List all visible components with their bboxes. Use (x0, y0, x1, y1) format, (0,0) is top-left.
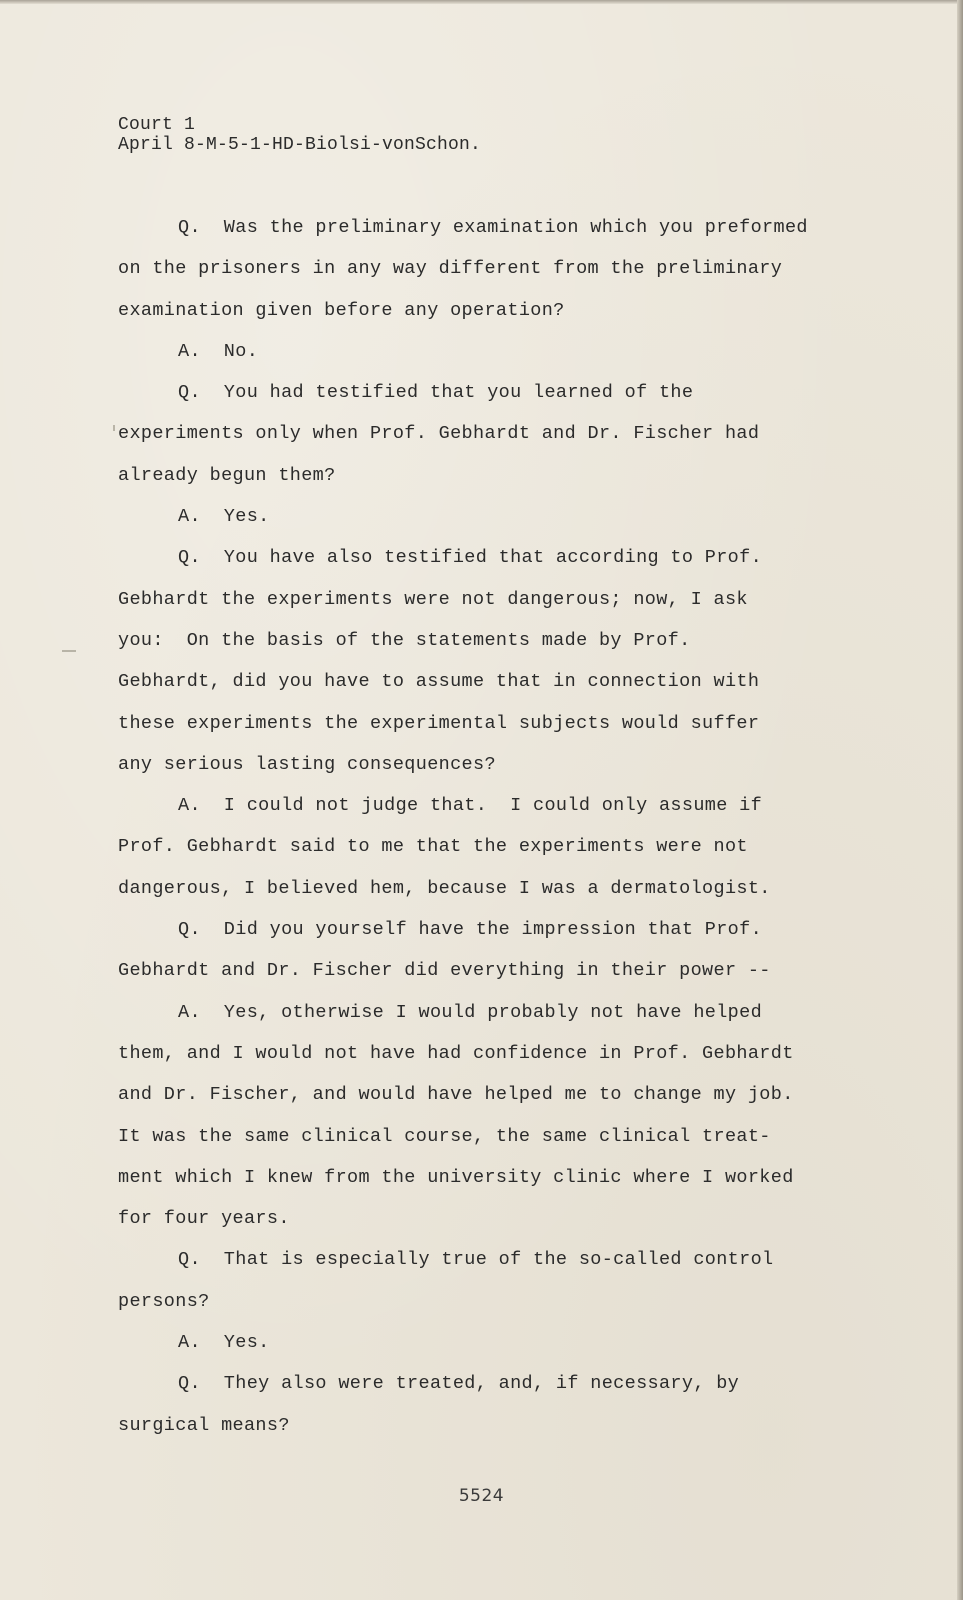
transcript-line: Gebhardt the experiments were not dangerous; now, I ask (118, 588, 748, 610)
transcript-line: Q. Was the preliminary examination which you preformed (178, 217, 808, 238)
transcript-line: Q. Did you yourself have the impression that Prof. (178, 919, 763, 941)
transcript-line: Q. They also were treated, and, if necessary, by (178, 1373, 740, 1395)
transcript-line: and Dr. Fischer, and would have helped me to change my job. (118, 1084, 794, 1106)
page-number: 5524 (458, 1486, 505, 1506)
scan-speck (62, 650, 76, 652)
transcript-line: Q. That is especially true of the so-called control (178, 1249, 774, 1271)
scan-top-edge (0, 0, 963, 4)
document-header (118, 115, 481, 155)
transcript-line: already begun them? (118, 464, 336, 486)
transcript-line: you: On the basis of the statements made by Prof. (118, 629, 691, 651)
transcript-line: for four years. (118, 1208, 290, 1230)
transcript-line: ment which I knew from the university clinic where I worked (118, 1166, 794, 1188)
transcript-line: dangerous, I believed hem, because I was a dermatologist. (118, 877, 771, 899)
transcript-line: A. No. (178, 340, 259, 362)
transcript-line: Gebhardt and Dr. Fischer did everything in their power -- (118, 960, 771, 982)
transcript-line: persons? (118, 1290, 210, 1312)
transcript-line: surgical means? (118, 1414, 290, 1436)
transcript-line: on the prisoners in any way different from the preliminary (118, 258, 783, 280)
header-reference: April 8-M-5-1-HD-Biolsi-vonSchon. (118, 135, 482, 155)
transcript-line: Gebhardt, did you have to assume that in connection with (118, 671, 760, 693)
scan-speck (113, 425, 115, 431)
transcript-line: any serious lasting consequences? (118, 753, 496, 775)
transcript-line: Q. You have also testified that according to Prof. (178, 547, 763, 569)
scan-right-edge (957, 0, 963, 1600)
transcript-line: examination given before any operation? (118, 299, 565, 321)
transcript-line: them, and I would not have had confidence in Prof. Gebhardt (118, 1042, 794, 1064)
transcript-line: these experiments the experimental subjects would suffer (118, 712, 760, 734)
transcript-body (118, 207, 858, 1446)
transcript-line: A. Yes. (178, 1332, 270, 1354)
header-court: Court 1 (118, 115, 196, 135)
transcript-line: Prof. Gebhardt said to me that the experiments were not (118, 836, 748, 858)
transcript-line: experiments only when Prof. Gebhardt and Dr. Fischer had (118, 423, 760, 445)
transcript-line: Q. You had testified that you learned of the (178, 382, 694, 404)
transcript-line: A. Yes, otherwise I would probably not have helped (178, 1001, 763, 1023)
transcript-line: It was the same clinical course, the same clinical treat- (118, 1125, 771, 1147)
transcript-line: A. I could not judge that. I could only assume if (178, 795, 763, 817)
transcript-line: A. Yes. (178, 506, 270, 528)
